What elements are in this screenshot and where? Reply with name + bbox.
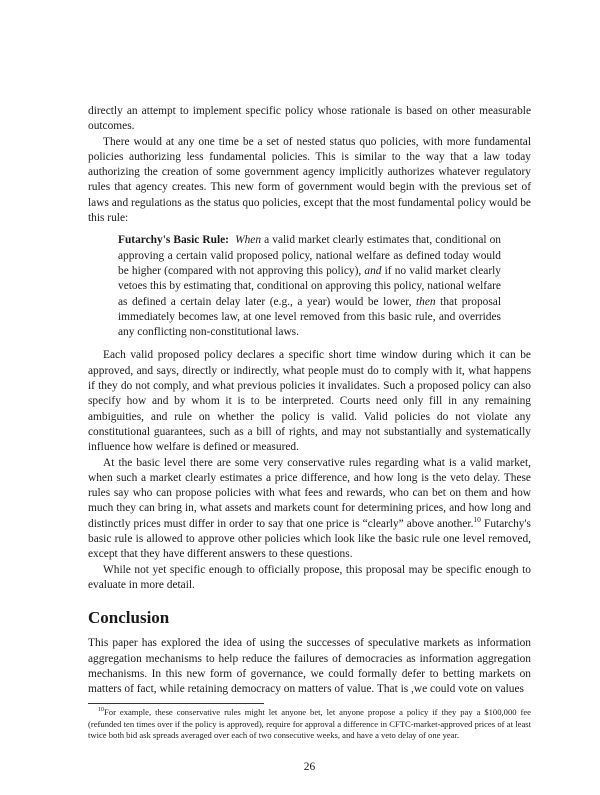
footnote (88, 707, 531, 742)
rule-part-2: if no valid market clearly vetoes this by estimating that, conditional on approving this policy, national welfare as defined a certain delay later (e.g., a year) would be lower, (118, 264, 501, 308)
paragraph-text: Futarchy's basic rule is allowed to approve other policies which look like the basic rule one level removed, except that they have different answers to these questions. (88, 517, 531, 561)
footnote-text (88, 707, 531, 742)
footnote-number: 10 (98, 707, 104, 714)
paragraph (88, 456, 531, 563)
paragraph: This paper has explored the idea of using the successes of speculative markets as information aggregation mechanisms to help reduce the failures of democracies as information aggregation mechanisms. In this new form of governance, we could formally defer to betting markets on matters of fact, while retaining democracy on matters of value. That is ,we could vote on values (88, 637, 531, 696)
emphasis-then: then (416, 295, 436, 308)
page-body (88, 104, 531, 697)
footnote-ref[interactable]: 10 (473, 514, 481, 524)
paragraph-text: At the basic level there are some very conservative rules regarding what is a valid market, when such a market clearly estimates a price difference, and how long is the veto delay. These rules say who can propose policies with what fees and rewards, who can bet on them and how much they can bring in, what assets and markets count for determining prices, and how long and distinctly prices must differ in order to say that one price is “clearly” above another. (88, 456, 531, 530)
rule-part-1: a valid market clearly estimates that, conditional on approving a certain valid proposed policy, national welfare as defined today would be higher (compared with not approving this policy), (118, 234, 501, 277)
rule-part-3: that proposal immediately becomes law, at one level removed from this basic rule, and overrides any conflicting non-constitutional laws. (118, 295, 501, 339)
footnote-body: For example, these conservative rules might let anyone bet, let anyone propose a policy if they pay a $100,000 fee (refunded ten times over if the policy is approved), require for approval a difference in CFTC-market-approved prices of at least twice both bid ask spreads averaged over each of two consecutive weeks, and have a veto delay of one year. (88, 707, 531, 741)
page-number: 26 (303, 760, 316, 773)
paragraph: There would at any one time be a set of nested status quo policies, with more fundamental policies authorizing less fundamental policies. This is similar to the way that a law today authorizing the creation of some government agency implicitly authorizes whatever regulatory rules that agency creates. This new form of government would begin with the previous set of laws and regulations as the status quo policies, except that the most fundamental policy would be this rule: (88, 135, 531, 225)
paragraph: directly an attempt to implement specific policy whose rationale is based on other measurable outcomes. (88, 105, 531, 133)
emphasis-when: When (235, 234, 262, 247)
basic-rule-text (118, 233, 501, 340)
emphasis-and: and (364, 264, 382, 277)
paragraph: While not yet specific enough to officially propose, this proposal may be specific enough to evaluate in more detail. (88, 563, 531, 591)
basic-rule-label: Futarchy's Basic Rule: (118, 234, 229, 247)
basic-rule-quote (118, 233, 501, 340)
section-heading: Conclusion (88, 608, 170, 628)
footnote-divider (88, 703, 264, 704)
paragraph: Each valid proposed policy declares a specific short time window during which it can be approved, and says, directly or indirectly, what people must do to comply with it, what happens if they do not comply, and what previous policies it invalidates. Such a proposed policy can also specify how and by whom it is to be interpreted. Courts need only fill in any remaining ambiguities, and rule on whether the policy is valid. Valid policies do not violate any constitutional guarantees, such as a bill of rights, and may not substantially and systematically influence how welfare is defined or measured. (88, 349, 531, 454)
